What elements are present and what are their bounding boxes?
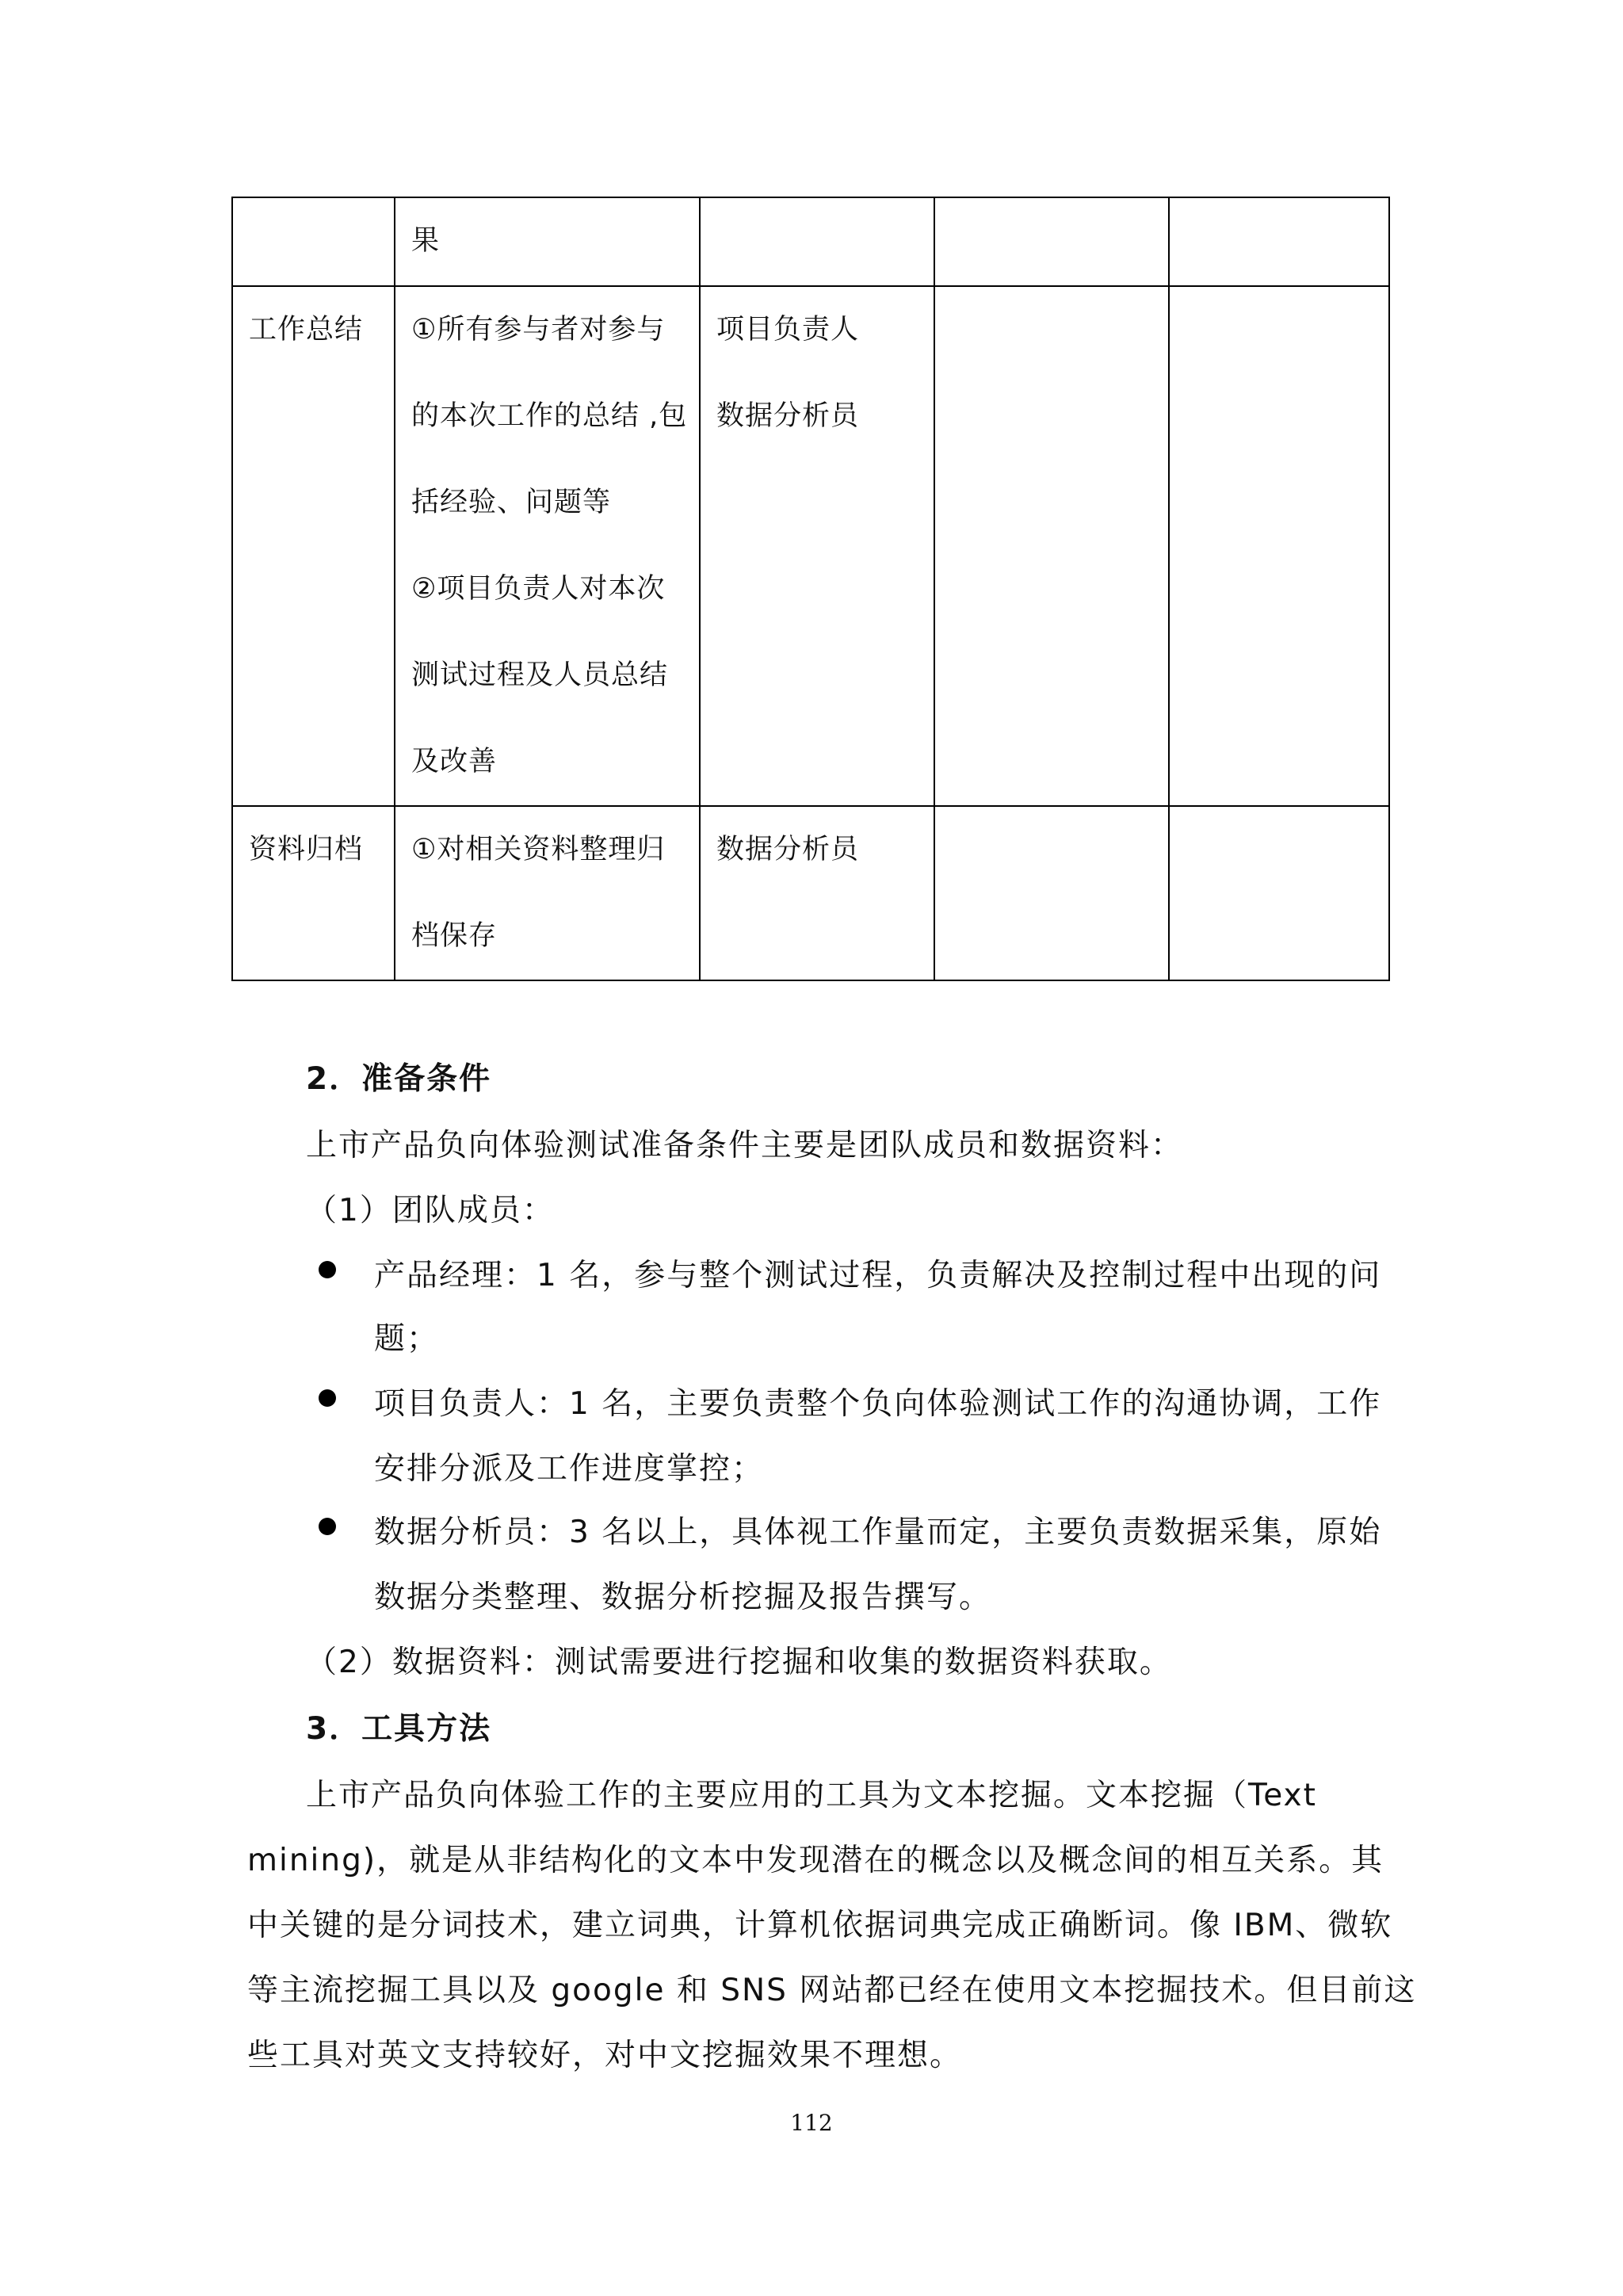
table-cell-content — [395, 286, 700, 806]
table-cell-blank — [934, 197, 1169, 286]
paragraph-line: mining)，就是从非结构化的文本中发现潜在的概念以及概念间的相互关系。其 — [247, 1843, 1384, 1878]
paragraph-line: 上市产品负向体验工作的主要应用的工具为文本挖掘。文本挖掘（Text — [306, 1778, 1317, 1813]
bullet-line: 数据分析员：3 名以上，具体视工作量而定，主要负责数据采集，原始 — [374, 1515, 1382, 1550]
bullet-line: 题； — [374, 1321, 440, 1357]
bullet-line: 数据分类整理、数据分析挖掘及报告撰写。 — [374, 1580, 992, 1615]
bullet-icon — [319, 1518, 336, 1535]
table-cell-blank — [1169, 286, 1389, 806]
table-cell-blank — [934, 286, 1169, 806]
bullet-icon — [319, 1261, 336, 1278]
table-cell-content — [395, 806, 700, 980]
table-cell-stage — [232, 286, 395, 806]
role-line: 数据分析员 — [716, 400, 860, 432]
role-line: 数据分析员 — [716, 834, 860, 865]
paragraph-line: 等主流挖掘工具以及 google 和 SNS 网站都已经在使用文本挖掘技术。但目前这 — [247, 1973, 1417, 2008]
cell-line: 果 — [411, 225, 441, 257]
table-row — [232, 197, 1389, 286]
table-cell-stage — [232, 806, 395, 980]
page-number: 112 — [790, 2110, 833, 2136]
paragraph-line: 中关键的是分词技术，建立词典，计算机依据词典完成正确断词。像 IBM、微软 — [247, 1908, 1393, 1943]
table-cell-blank — [1169, 806, 1389, 980]
paragraph-line: 上市产品负向体验测试准备条件主要是团队成员和数据资料： — [306, 1128, 1184, 1163]
cell-line: ②项目负责人对本次 — [411, 573, 666, 605]
list-label: （2）数据资料：测试需要进行挖掘和收集的数据资料获取。 — [306, 1645, 1172, 1680]
stage-label: 工作总结 — [249, 314, 364, 346]
cell-line: 的本次工作的总结 ,包 — [411, 400, 688, 432]
cell-line: 及改善 — [411, 746, 498, 777]
table-cell-role — [700, 806, 934, 980]
section-heading: 2．准备条件 — [306, 1061, 492, 1097]
bullet-line: 安排分派及工作进度掌控； — [374, 1451, 765, 1487]
task-table — [231, 197, 1390, 981]
cell-line: ①对相关资料整理归 — [411, 834, 666, 865]
role-line: 项目负责人 — [716, 314, 860, 346]
cell-line: ①所有参与者对参与 — [411, 314, 666, 346]
table-cell-blank — [1169, 197, 1389, 286]
cell-line: 括经验、问题等 — [411, 487, 612, 518]
cell-line: 测试过程及人员总结 — [411, 659, 669, 691]
table-cell-role — [700, 286, 934, 806]
table-cell-role — [700, 197, 934, 286]
table-cell-content — [395, 197, 700, 286]
table-cell-blank — [934, 806, 1169, 980]
table-cell-stage — [232, 197, 395, 286]
paragraph-line: 些工具对英文支持较好，对中文挖掘效果不理想。 — [247, 2038, 963, 2073]
table-row — [232, 806, 1389, 980]
list-label: （1）团队成员： — [306, 1193, 555, 1228]
bullet-line: 项目负责人：1 名，主要负责整个负向体验测试工作的沟通协调，工作 — [374, 1386, 1382, 1422]
table-row — [232, 286, 1389, 806]
bullet-icon — [319, 1389, 336, 1407]
stage-label: 资料归档 — [249, 834, 364, 865]
section-heading: 3．工具方法 — [306, 1711, 492, 1747]
cell-line: 档保存 — [411, 920, 498, 952]
bullet-line: 产品经理：1 名，参与整个测试过程，负责解决及控制过程中出现的问 — [374, 1258, 1382, 1293]
